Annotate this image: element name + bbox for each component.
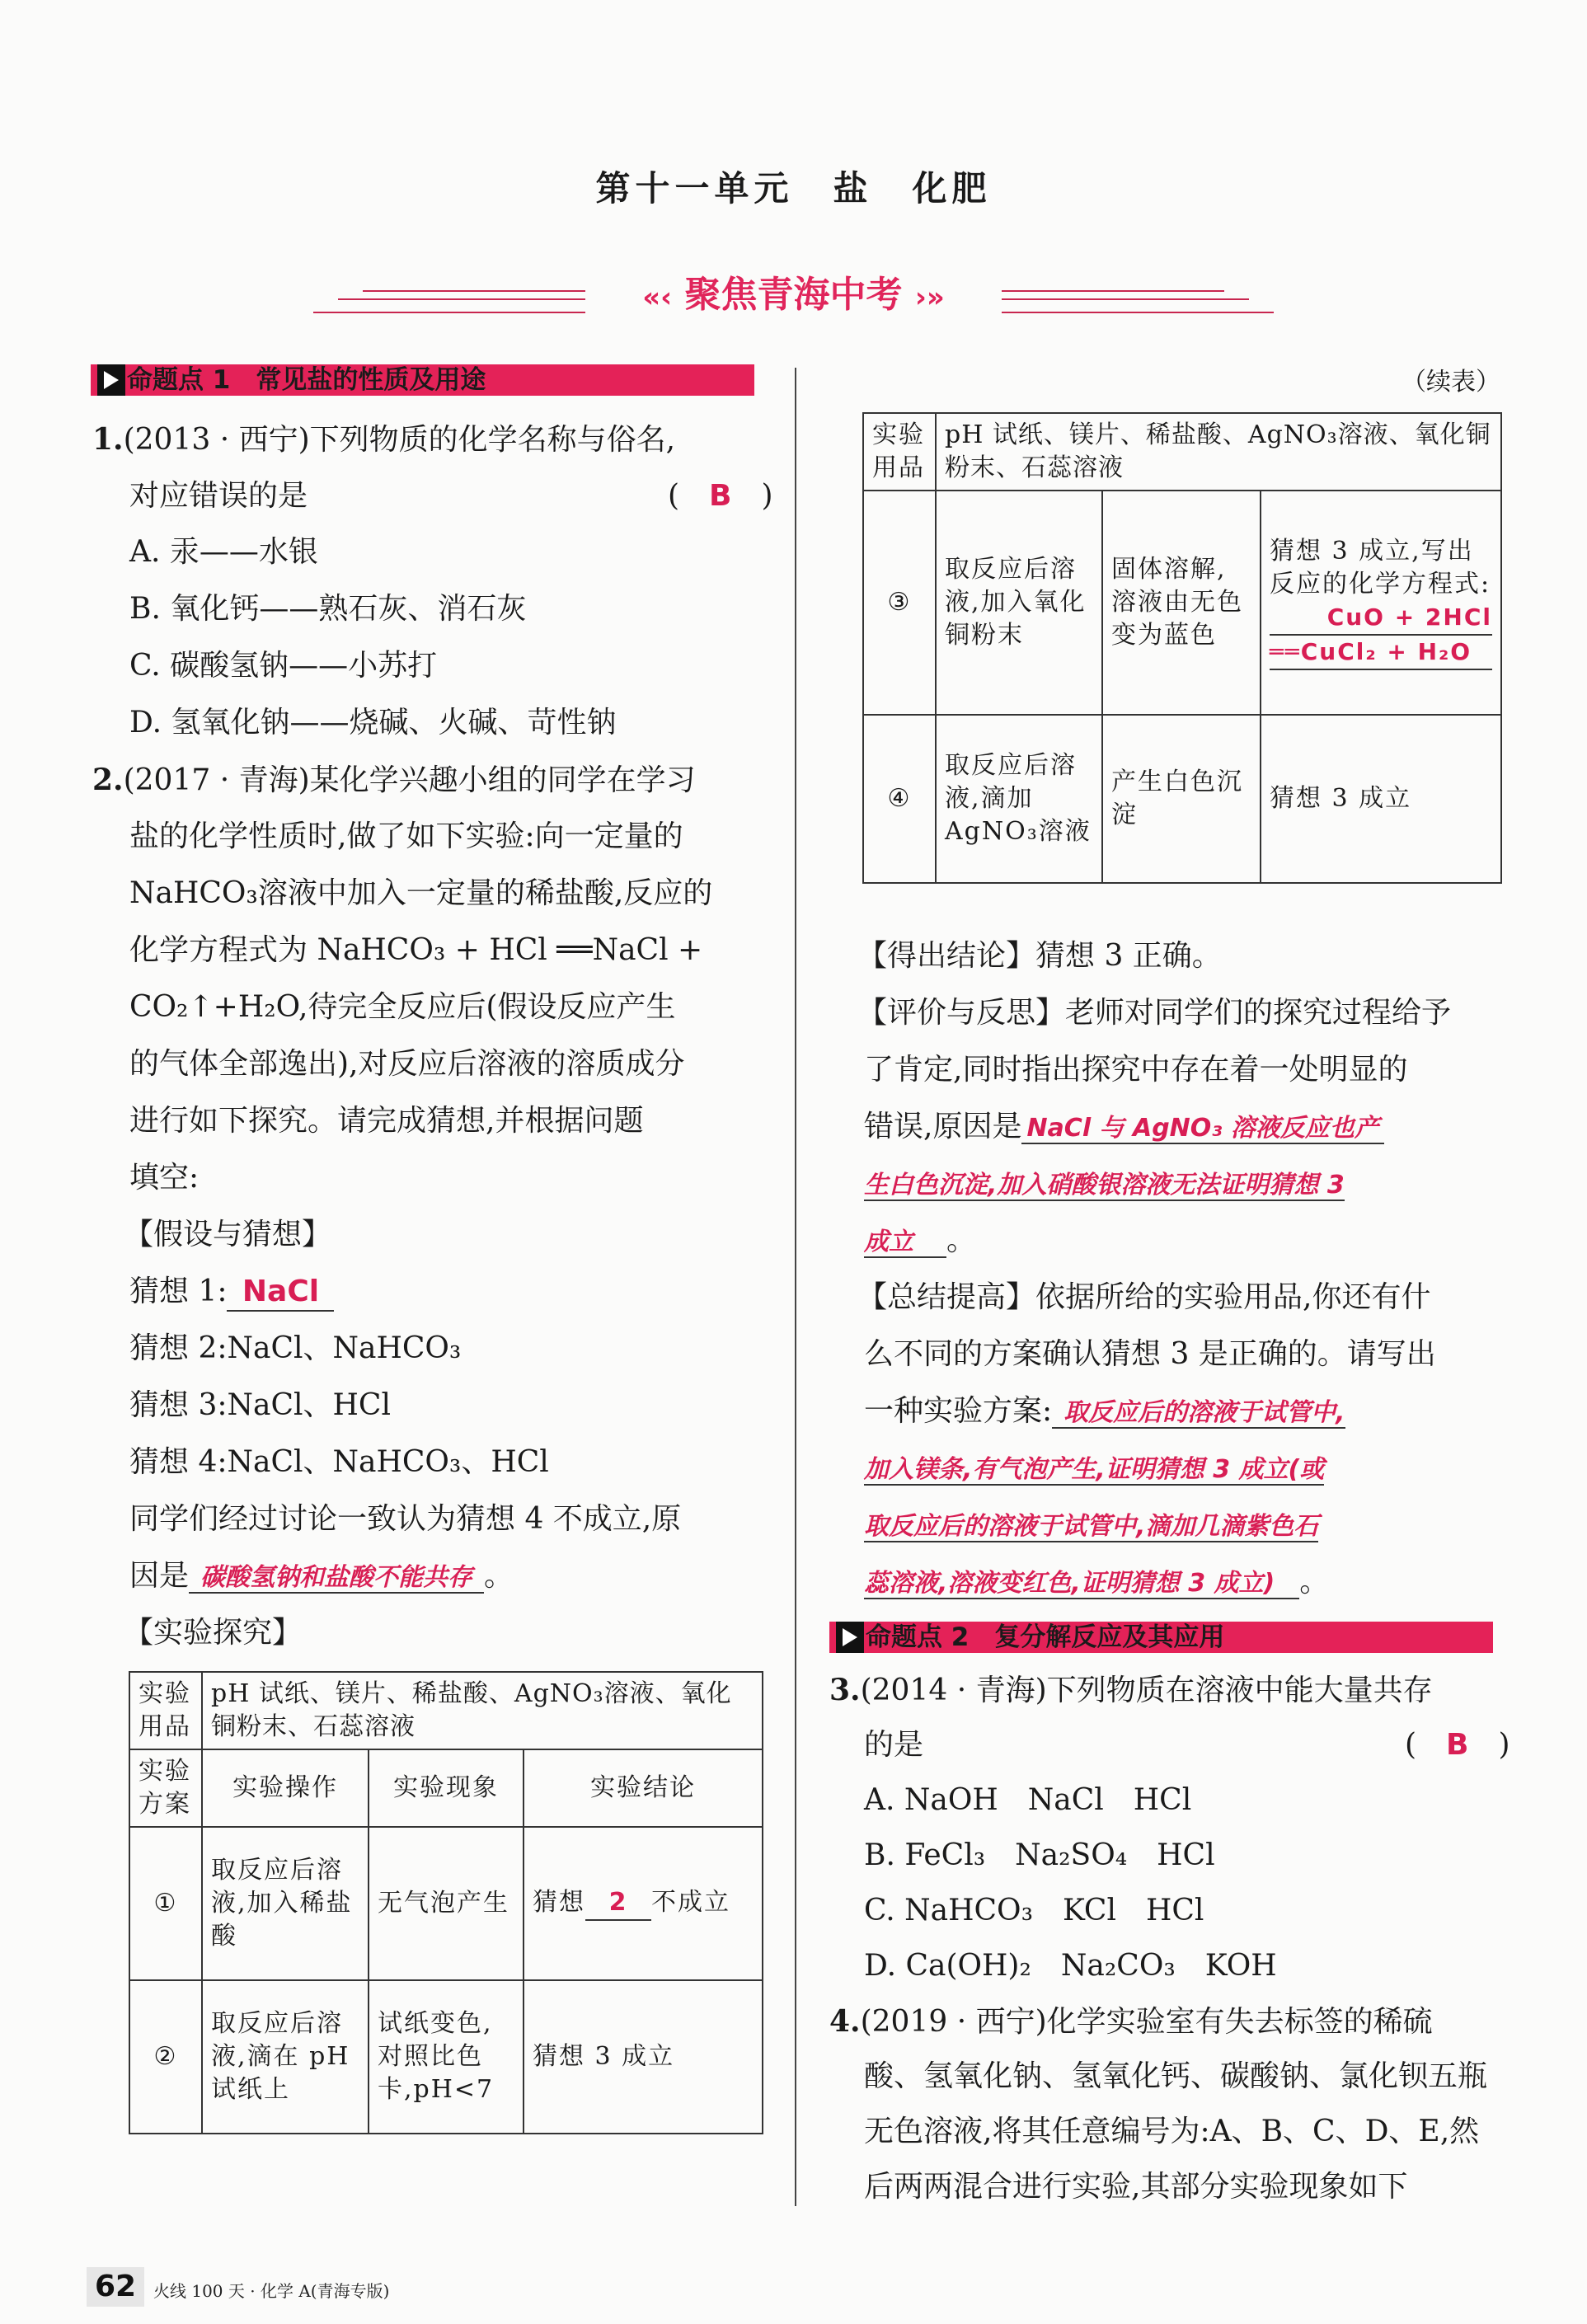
- q2-stem-line: 化学方程式为 NaHCO₃ + HCl ══NaCl +: [129, 933, 703, 967]
- reflection-answer: 成立: [864, 1228, 946, 1258]
- q1-option-d: D. 氢氧化钠——烧碱、火碱、苛性钠: [129, 706, 617, 739]
- banner-rule: [313, 312, 585, 313]
- row-phenomenon: 固体溶解,溶液由无色变为蓝色: [1102, 491, 1261, 715]
- hypothesis-header: 【假设与猜想】: [124, 1218, 332, 1251]
- reflection-line-3: [864, 1109, 1384, 1147]
- left-arrows-icon: «‹: [642, 281, 673, 314]
- q2-stem-line: NaHCO₃溶液中加入一定量的稀盐酸,反应的: [129, 876, 713, 910]
- summary-line-4: [864, 1450, 1324, 1488]
- row-operation: 取反应后溶液,加入氧化铜粉末: [936, 491, 1102, 715]
- page-number: 62: [87, 2267, 144, 2307]
- topic-header-1: [91, 364, 754, 396]
- summary-label: 一种实验方案:: [864, 1394, 1053, 1428]
- row-operation: 取反应后溶液,滴加 AgNO₃溶液: [936, 715, 1102, 883]
- summary-line-2: 么不同的方案确认猜想 3 是正确的。请写出: [864, 1337, 1436, 1371]
- conclusion-text: 猜想 3 成立,写出反应的化学方程式:: [1270, 537, 1491, 599]
- table-row: [863, 715, 1501, 883]
- column-divider: [795, 368, 796, 2206]
- summary-line-5: [864, 1507, 1318, 1545]
- materials-cell: pH 试纸、镁片、稀盐酸、AgNO₃溶液、氧化铜粉末、石蕊溶液: [202, 1672, 763, 1749]
- row-id: ③: [863, 491, 936, 715]
- topic-header-2: [829, 1622, 1493, 1653]
- experiment-table-left: [129, 1671, 763, 2134]
- guess-3: 猜想 3:NaCl、HCl: [129, 1388, 391, 1422]
- row-phenomenon: 试纸变色,对照比色卡,pH<7: [369, 1980, 524, 2134]
- topic-label: 命题点 1 常见盐的性质及用途: [127, 365, 486, 395]
- q1-option-b: B. 氧化钙——熟石灰、消石灰: [129, 592, 527, 626]
- play-icon: [104, 371, 119, 389]
- materials-label: 实验用品: [863, 413, 936, 491]
- materials-label: 实验用品: [129, 1672, 202, 1749]
- q2-stem-line: CO₂↑+H₂O,待完全反应后(假设反应产生: [129, 990, 676, 1024]
- continued-label: （续表）: [1402, 368, 1500, 397]
- row-phenomenon: 产生白色沉淀: [1102, 715, 1261, 883]
- reflection-line-2: 了肯定,同时指出探究中存在着一处明显的: [864, 1053, 1408, 1087]
- question-number: 2.: [92, 763, 124, 797]
- play-icon: [843, 1628, 857, 1646]
- materials-cell: pH 试纸、镁片、稀盐酸、AgNO₃溶液、氧化铜粉末、石蕊溶液: [936, 413, 1501, 491]
- banner-label: 聚焦青海中考: [684, 274, 903, 316]
- q3-answer: ( B ): [1405, 1728, 1510, 1762]
- row-operation: 取反应后溶液,加入稀盐酸: [202, 1827, 369, 1980]
- experiment-header: 【实验探究】: [124, 1616, 303, 1650]
- q1-option-a: A. 汞——水银: [129, 535, 318, 569]
- question-number: 1.: [92, 422, 124, 457]
- row-id: ①: [129, 1827, 202, 1980]
- banner-rule: [338, 298, 585, 300]
- q2-stem-1: [92, 762, 696, 799]
- q1-stem-line: (2013 · 西宁)下列物质的化学名称与俗名,: [123, 423, 676, 457]
- q4-stem-line: 无色溶液,将其任意编号为:A、B、C、D、E,然: [864, 2115, 1480, 2148]
- summary-answer: 蕊溶液,溶液变红色,证明猜想 3 成立): [864, 1569, 1299, 1599]
- reflection-answer: 生白色沉淀,加入硝酸银溶液无法证明猜想 3: [864, 1171, 1345, 1200]
- summary-answer: 取反应后的溶液于试管中,: [1052, 1398, 1345, 1429]
- guess-1-label: 猜想 1:: [129, 1275, 228, 1308]
- q3-stem-line: (2014 · 青海)下列物质在溶液中能大量共存: [860, 1674, 1433, 1707]
- banner-rule: [1002, 298, 1249, 300]
- table-row: [129, 1672, 763, 1749]
- section-banner: [594, 269, 993, 322]
- question-number: 4.: [829, 2004, 861, 2039]
- reflection-line-5: [864, 1223, 976, 1261]
- q1-stem: [92, 421, 675, 458]
- reflection-answer: NaCl 与 AgNO₃ 溶液反应也产: [1021, 1114, 1383, 1144]
- q1-stem-2: [129, 478, 308, 514]
- guess-1-answer: NaCl: [227, 1274, 334, 1312]
- reflection-line-4: [864, 1166, 1345, 1204]
- q4-stem-line: 酸、氢氧化钠、氢氧化钙、碳酸钠、氯化钡五瓶: [864, 2059, 1488, 2093]
- plan-label: 实验方案: [129, 1749, 202, 1827]
- summary-line-6: [864, 1564, 1329, 1602]
- q2-stem-line: 的气体全部逸出),对反应后溶液的溶质成分: [129, 1047, 685, 1081]
- summary-answer: 加入镁条,有气泡产生,证明猜想 3 成立(或: [864, 1455, 1325, 1484]
- answer-choice: B: [1446, 1728, 1469, 1762]
- q3-stem: [829, 1672, 1433, 1709]
- row-id: ④: [863, 715, 936, 883]
- q4-stem-line: (2019 · 西宁)化学实验室有失去标签的稀硫: [860, 2005, 1433, 2039]
- reflection-end: 。: [946, 1223, 977, 1257]
- q2-stem-line: 盐的化学性质时,做了如下实验:向一定量的: [129, 819, 683, 853]
- footer-text: 火线 100 天 · 化学 A(青海专版): [153, 2281, 390, 2301]
- col-header-phenomenon: 实验现象: [369, 1749, 524, 1827]
- table-row: [129, 1827, 763, 1980]
- q1-stem-line: 对应错误的是: [129, 479, 308, 513]
- q1-option-c: C. 碳酸氢钠——小苏打: [129, 649, 438, 683]
- row-operation: 取反应后溶液,滴在 pH 试纸上: [202, 1980, 369, 2134]
- reason-line: [129, 1558, 514, 1596]
- reason-label: 因是: [129, 1559, 190, 1593]
- row-conclusion: [1261, 491, 1501, 715]
- banner-rule: [1002, 312, 1274, 313]
- col-header-operation: 实验操作: [202, 1749, 369, 1827]
- q3-option-a: A. NaOH NaCl HCl: [864, 1783, 1192, 1817]
- topic-label: 命题点 2 复分解反应及其应用: [866, 1622, 1225, 1652]
- table-row: [863, 491, 1501, 715]
- guess-1: [129, 1274, 334, 1312]
- table-row: [129, 1749, 763, 1827]
- experiment-table-right: [862, 412, 1502, 884]
- equation-line-1: CuO + 2HCl: [1270, 601, 1492, 636]
- q4-stem: [829, 2003, 1433, 2040]
- guess-4: 猜想 4:NaCl、NaHCO₃、HCl: [129, 1445, 549, 1479]
- conclusion-answer: 2: [585, 1886, 651, 1921]
- reason-answer: 碳酸氢钠和盐酸不能共存: [189, 1563, 484, 1594]
- row-phenomenon: 无气泡产生: [369, 1827, 524, 1980]
- unit-title: 第十一单元 盐 化肥: [595, 168, 992, 209]
- guess-2: 猜想 2:NaCl、NaHCO₃: [129, 1331, 462, 1365]
- question-number: 3.: [829, 1673, 861, 1707]
- answer-choice: B: [709, 479, 732, 513]
- summary-line-1: 【总结提高】依据所给的实验用品,你还有什: [857, 1280, 1431, 1314]
- banner-rule: [363, 290, 585, 292]
- table-row: [863, 413, 1501, 491]
- q2-stem-line: 填空:: [129, 1161, 200, 1195]
- q1-answer: ( B ): [668, 479, 773, 513]
- row-conclusion: 猜想 3 成立: [524, 1980, 763, 2134]
- table-row: [129, 1980, 763, 2134]
- conclusion-pre: 猜想: [533, 1888, 585, 1917]
- q2-stem-line: (2017 · 青海)某化学兴趣小组的同学在学习: [123, 763, 696, 797]
- right-arrows-icon: ›»: [914, 281, 945, 314]
- q4-stem-line: 后两两混合进行实验,其部分实验现象如下: [864, 2170, 1408, 2204]
- reason-end: 。: [484, 1559, 514, 1593]
- discussion: 同学们经过讨论一致认为猜想 4 不成立,原: [129, 1502, 682, 1536]
- banner-rule: [1002, 290, 1224, 292]
- summary-answer: 取反应后的溶液于试管中,滴加几滴紫色石: [864, 1512, 1319, 1541]
- col-header-conclusion: 实验结论: [524, 1749, 763, 1827]
- q3-option-b: B. FeCl₃ Na₂SO₄ HCl: [864, 1838, 1215, 1872]
- reflection-line-1: 【评价与反思】老师对同学们的探究过程给予: [857, 996, 1452, 1030]
- summary-line-3: [864, 1393, 1345, 1431]
- row-conclusion: 猜想 3 成立: [1261, 715, 1501, 883]
- q3-option-c: C. NaHCO₃ KCl HCl: [864, 1894, 1204, 1927]
- conclusion-post: 不成立: [651, 1888, 730, 1917]
- row-id: ②: [129, 1980, 202, 2134]
- conclusion-line: 【得出结论】猜想 3 正确。: [857, 939, 1222, 973]
- q3-stem-2: 的是: [864, 1728, 924, 1762]
- row-conclusion: [524, 1827, 763, 1980]
- q2-stem-line: 进行如下探究。请完成猜想,并根据问题: [129, 1104, 644, 1138]
- reflection-label: 错误,原因是: [864, 1110, 1022, 1143]
- summary-end: 。: [1299, 1565, 1330, 1599]
- q3-option-d: D. Ca(OH)₂ Na₂CO₃ KOH: [864, 1949, 1277, 1983]
- equation-line-2: ══CuCl₂ + H₂O: [1270, 636, 1492, 670]
